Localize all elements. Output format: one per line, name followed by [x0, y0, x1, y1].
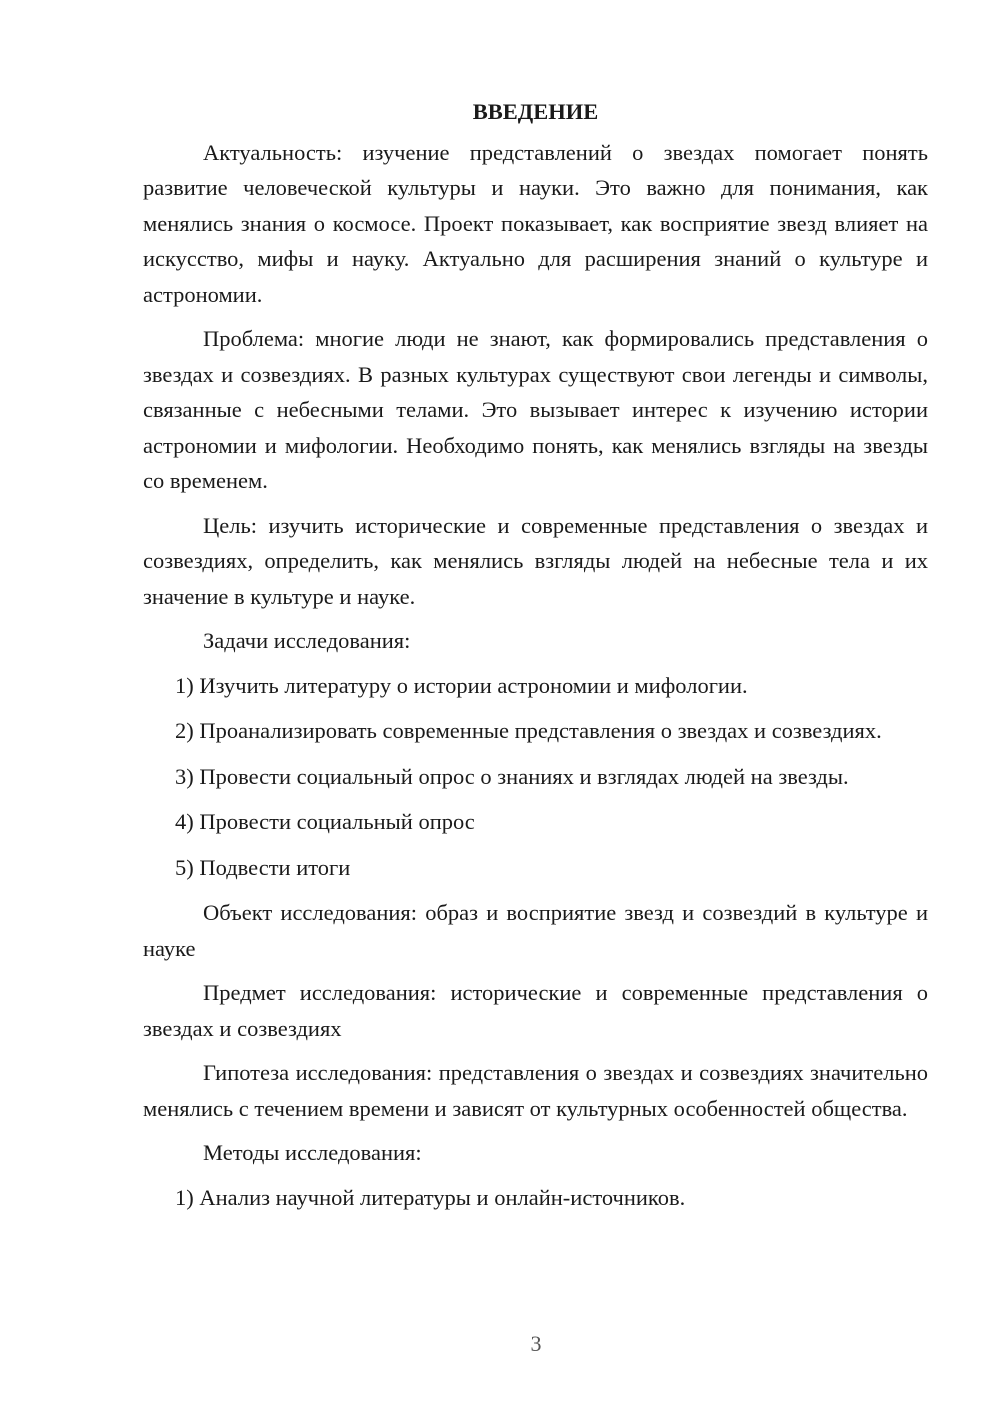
- hypothesis-paragraph: Гипотеза исследования: представления о звездах и созвездиях значительно менялись с течением времени и зависят от культурных особенностей общества.: [143, 1060, 928, 1121]
- task-item-2: 2) Проанализировать современные представления о звездах и созвездиях.: [175, 718, 882, 743]
- goal-paragraph: Цель: изучить исторические и современные представления о звездах и созвездиях, определить, как менялись взгляды людей на небесные тела и их значение в культуре и науке.: [143, 512, 928, 609]
- object-paragraph: Объект исследования: образ и восприятие звезд и созвездий в культуре и науке: [143, 900, 928, 961]
- task-item-1: 1) Изучить литературу о истории астрономии и мифологии.: [175, 672, 748, 698]
- tasks-heading: Задачи исследования:: [203, 628, 411, 653]
- methods-heading: Методы исследования:: [203, 1140, 422, 1165]
- task-item-5: 5) Подвести итоги: [175, 854, 351, 880]
- problem-paragraph: Проблема: многие люди не знают, как формировались представления о звездах и созвездиях. В разных культурах существуют свои легенды и символы, связанные с небесными телами. Это вызывает интерес к изучению истории астрономии и мифологии. Необходимо понять, как менялись взгляды на звезды со временем.: [143, 326, 928, 493]
- method-item-1: 1) Анализ научной литературы и онлайн-источников.: [175, 1184, 686, 1210]
- page-content: [143, 94, 928, 1225]
- subject-paragraph: Предмет исследования: исторические и современные представления о звездах и созвездиях: [143, 980, 928, 1041]
- task-item-4: 4) Провести социальный опрос: [175, 809, 475, 834]
- page-number: 3: [530, 1331, 542, 1356]
- task-item-3: 3) Провести социальный опрос о знаниях и взглядах людей на звезды.: [175, 763, 849, 789]
- section-heading: ВВЕДЕНИЕ: [472, 99, 599, 124]
- relevance-paragraph: Актуальность: изучение представлений о звездах помогает понять развитие человеческой культуры и науки. Это важно для понимания, как менялись знания о космосе. Проект показывает, как восприятие звезд влияет на искусство, мифы и науку. Актуально для расширения знаний о культуре и астрономии.: [143, 139, 928, 307]
